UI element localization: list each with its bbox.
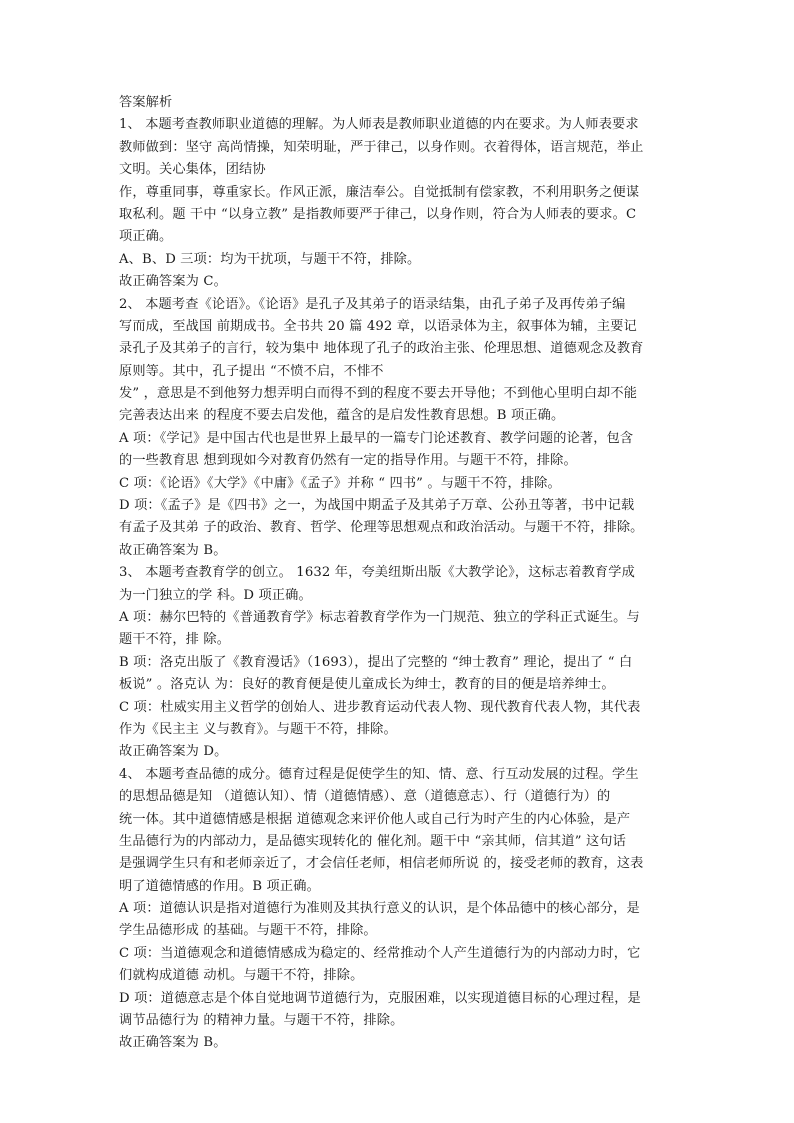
q3-line-1: 3、 本题考查教育学的创立。 1632 年，夸美纽斯出版《大教学论》，这标志着教育学成: [119, 565, 635, 581]
q2-line-3: 录孔子及其弟子的言行，较为集中 地体现了孔子的政治主张、伦理思想、道德观念及教育: [119, 341, 644, 357]
q1-line-4: 作，尊重同事，尊重家长。作风正派，廉洁奉公。自觉抵制有偿家教，不利用职务之便谋: [119, 184, 640, 200]
q1-line-2: 教师做到：坚守 高尚情操，知荣明耻，严于律己，以身作则。衣着得体，语言规范，举止: [119, 139, 644, 155]
q1-line-1: 1、 本题考查教师职业道德的理解。为人师表是教师职业道德的内在要求。为人师表要求: [119, 117, 639, 133]
q1-line-5: 取私利。题 干中 “以身立教” 是指教师要严于律己，以身作则，符合为人师表的要求。C: [119, 206, 637, 222]
answer-document: [119, 92, 679, 1055]
q4-option-a-1: A 项：道德认识是指对道德行为准则及其执行意义的认识，是个体品德中的核心部分，是: [119, 901, 640, 917]
q4-line-1: 4、 本题考查品德的成分。德育过程是促使学生的知、情、意、行互动发展的过程。学生: [119, 766, 639, 782]
q4-option-a-2: 学生品德形成 的基础。与题干不符，排除。: [119, 923, 377, 939]
q4-answer: 故正确答案为 B。: [119, 1035, 227, 1051]
q4-option-c-2: 们就构成道德 动机。与题干不符，排除。: [119, 968, 364, 984]
q4-option-d-2: 调节品德行为 的精神力量。与题干不符，排除。: [119, 1013, 404, 1029]
q4-line-6: 明了道德情感的作用。B 项正确。: [119, 878, 320, 894]
q3-option-b-1: B 项：洛克出版了《教育漫话》（1693），提出了完整的 “绅士教育” 理论，提出了 “ 白: [119, 654, 633, 670]
q2-answer: 故正确答案为 B。: [119, 542, 227, 558]
doc-heading: 答案解析: [119, 95, 173, 110]
q1-option-analysis: A、B、D 三项：均为干扰项，与题干不符，排除。: [119, 251, 421, 267]
q4-option-c-1: C 项：当道德观念和道德情感成为稳定的、经常推动个人产生道德行为的内部动力时，它: [119, 945, 641, 961]
q2-option-c: C 项：《论语》《大学》《中庸》《孟子》并称 “ 四书” 。与题干不符，排除。: [119, 475, 561, 491]
q4-line-2: 的思想品德是知 （道德认知）、情（道德情感）、意（道德意志）、行（道德行为）的: [119, 789, 611, 805]
q2-option-a-1: A 项：《学记》是中国古代也是世界上最早的一篇专门论述教育、教学问题的论著，包含: [119, 430, 634, 446]
q2-line-2: 写而成，至战国 前期成书。全书共 20 篇 492 章，以语录体为主，叙事体为辅，主要记: [119, 318, 637, 334]
q4-option-d-1: D 项：道德意志是个体自觉地调节道德行为，克服困难，以实现道德目标的心理过程，是: [119, 990, 641, 1006]
q1-line-6: 项正确。: [119, 229, 173, 245]
q2-option-d-2: 有孟子及其弟 子的政治、教育、哲学、伦理等思想观点和政治活动。与题干不符，排除。: [119, 520, 644, 536]
q2-line-4: 原则等。其中，孔子提出 “不愤不启，不悱不: [119, 363, 384, 379]
q3-option-a-2: 题干不符，排 除。: [119, 632, 231, 648]
q4-line-4: 生品德行为的内部动力，是品德实现转化的 催化剂。题干中 “亲其师，信其道” 这句话: [119, 833, 626, 849]
q2-line-5: 发” ，意思是不到他努力想弄明白而得不到的程度不要去开导他；不到他心里明白却不能: [119, 386, 638, 402]
q3-option-c-2: 作为《民主主 义与教育》。与题干不符，排除。: [119, 721, 397, 737]
q2-line-1: 2、 本题考查《论语》。《论语》是孔子及其弟子的语录结集，由孔子弟子及再传弟子编: [119, 296, 626, 312]
q3-answer: 故正确答案为 D。: [119, 744, 228, 760]
q3-option-a-1: A 项：赫尔巴特的《普通教育学》标志着教育学作为一门规范、独立的学科正式诞生。与: [119, 609, 640, 625]
q2-option-d-1: D 项：《孟子》是《四书》之一，为战国中期孟子及其弟子万章、公孙丑等著，书中记载: [119, 498, 635, 514]
q2-option-a-2: 的一些教育思 想到现如今对教育仍然有一定的指导作用。与题干不符，排除。: [119, 453, 577, 469]
q1-line-3: 文明。关心集体，团结协: [119, 162, 266, 178]
q4-line-5: 是强调学生只有和老师亲近了，才会信任老师，相信老师所说 的，接受老师的教育，这表: [119, 856, 644, 872]
q4-line-3: 统一体。其中道德情感是根据 道德观念来评价他人或自己行为时产生的内心体验，是产: [119, 811, 631, 827]
q1-answer: 故正确答案为 C。: [119, 274, 227, 290]
q3-option-b-2: 板说” 。洛克认 为：良好的教育便是使儿童成长为绅士，教育的目的便是培养绅士。: [119, 677, 615, 693]
q2-line-6: 完善表达出来 的程度不要去启发他，蕴含的是启发性教育思想。B 项正确。: [119, 408, 565, 424]
q3-option-c-1: C 项：杜威实用主义哲学的创始人、进步教育运动代表人物、现代教育代表人物，其代表: [119, 699, 641, 715]
q3-line-2: 为一门独立的学 科。D 项正确。: [119, 587, 312, 603]
